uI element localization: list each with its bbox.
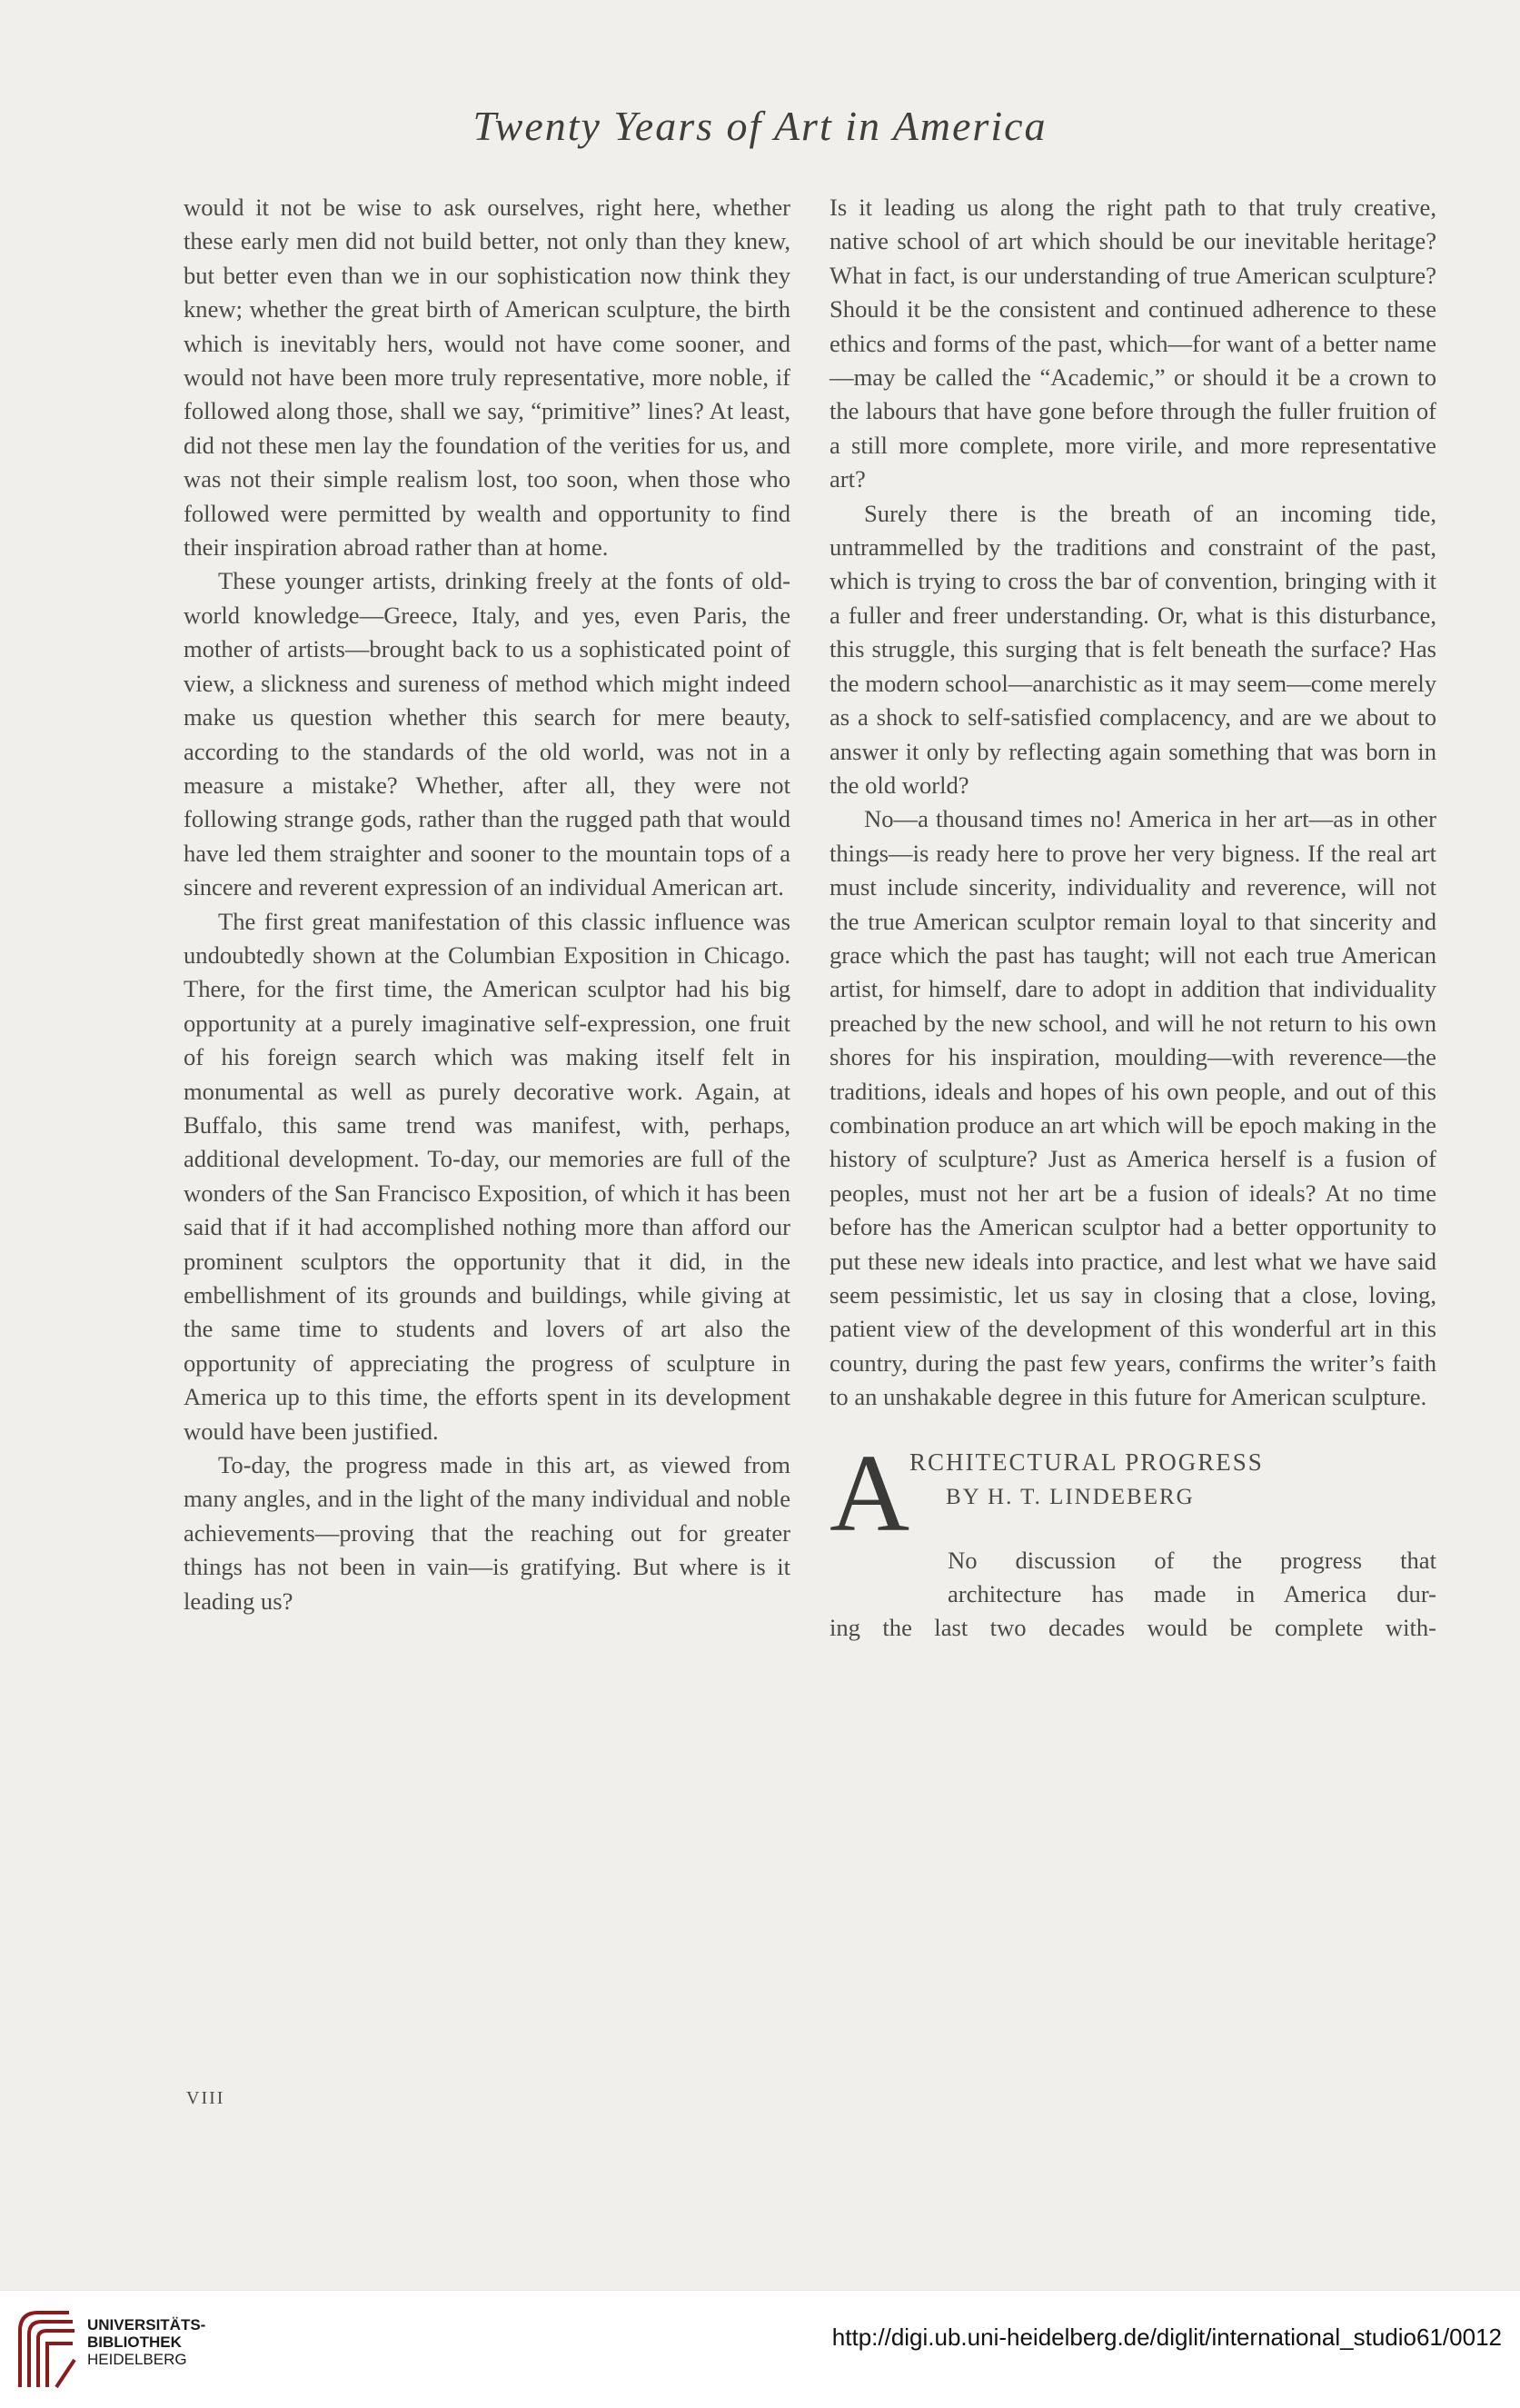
section-opening-text bbox=[830, 1544, 1436, 1646]
footer-bar bbox=[0, 2290, 1520, 2408]
text-line: architecture has made in America dur- bbox=[948, 1580, 1436, 1608]
paragraph: To-day, the progress made in this art, as viewed from many angles, and in the light of the many individual and noble achievements—proving that the reaching out for greater things has not been in vain—is gratifying. But where is it leading us? bbox=[184, 1451, 790, 1615]
paragraph: Surely there is the breath of an incoming tide, untrammelled by the traditions and constraint of the past, which is trying to cross the bar of convention, bringing with it a fuller and freer understanding. Or, what is this disturbance, this struggle, this surging that is felt beneath the surface? Has the modern school—anarchistic as it may seem—come merely as a shock to self-satisfied complacency, and are we about to answer it only by reflecting again something that was born in the old world? bbox=[830, 499, 1436, 799]
text-line: ing the last two decades would be complete with- bbox=[830, 1614, 1436, 1642]
section-title: RCHITECTURAL PROGRESS bbox=[909, 1448, 1264, 1476]
source-url-link[interactable]: http://digi.ub.uni-heidelberg.de/diglit/international_studio61/0012 bbox=[831, 2323, 1502, 2351]
library-name-line: HEIDELBERG bbox=[87, 2351, 187, 2368]
section-heading bbox=[830, 1431, 1436, 1642]
paragraph: No—a thousand times no! America in her art—as in other things—is ready here to prove her very bigness. If the real art must include sincerity, individuality and reverence, will not the true American sculptor remain loyal to that sincerity and grace which the past has taught; will not each true American artist, for himself, dare to adopt in addition that individuality preached by the new school, and will he not return to his own shores for his inspiration, moulding—with reverence—the traditions, ideals and hopes of his own people, and out of this combination produce an art which will be epoch making in the history of sculpture? Just as America herself is a fusion of peoples, must not her art be a fusion of ideals? At no time before has the American sculptor had a better opportunity to put these new ideals into practice, and lest what we have said seem pessimistic, let us say in closing that a close, loving, patient view of the development of this wonderful art in this country, during the past few years, confirms the writer’s faith to an unshakable degree in this future for American sculpture. bbox=[830, 805, 1436, 1411]
library-name-line: BIBLIOTHEK bbox=[87, 2333, 182, 2351]
text-line: No discussion of the progress that bbox=[948, 1546, 1436, 1574]
left-column bbox=[184, 191, 790, 1618]
paragraph: Is it leading us along the right path to that truly creative, native school of art which should be our inevitable heritage? What in fact, is our understanding of true American sculpture? Should it be the consistent and continued adherence to these ethics and forms of the past, which—for want of a better name—may be called the “Academic,” or should it be a crown to the labours that have gone before through the fuller fruition of a still more complete, more virile, and more representative art? bbox=[830, 194, 1436, 493]
page-number: VIII bbox=[186, 2088, 225, 2108]
section-byline: BY H. T. LINDEBERG bbox=[946, 1484, 1195, 1509]
drop-cap: A bbox=[830, 1431, 910, 1555]
library-name bbox=[87, 2316, 205, 2368]
right-column bbox=[830, 191, 1436, 1642]
paragraph: would it not be wise to ask ourselves, right here, whether these early men did not build better, not only than they knew, but better even than we in our sophistication now think they knew; whether the great birth of American sculpture, the birth which is inevitably hers, would not have come sooner, and would not have been more truly representative, more noble, if followed along those, shall we say, “primitive” lines? At least, did not these men lay the foundation of the verities for us, and was not their simple realism lost, too soon, when those who followed were permitted by wealth and opportunity to find their inspiration abroad rather than at home. bbox=[184, 194, 790, 562]
library-logo-icon bbox=[15, 2304, 80, 2394]
paragraph: The first great manifestation of this classic influence was undoubtedly shown at the Columbian Exposition in Chicago. There, for the first time, the American sculptor had his big opportunity at a purely imaginative self-expression, one fruit of his foreign search which was making itself felt in monumental as well as purely decorative work. Again, at Buffalo, this same trend was manifest, with, perhaps, additional development. To-day, our memories are full of the wonders of the San Francisco Exposition, of which it has been said that if it had accomplished nothing more than afford our prominent sculptors the opportunity that it did, in the embellishment of its grounds and buildings, while giving at the same time to students and lovers of art also the opportunity of appreciating the progress of sculpture in America up to this time, the efforts spent in its development would have been justified. bbox=[184, 907, 790, 1445]
paragraph: These younger artists, drinking freely at the fonts of old-world knowledge—Greece, Italy, and yes, even Paris, the mother of artists—brought back to us a sophisticated point of view, a slickness and sureness of method which might indeed make us question whether this search for mere beauty, according to the standards of the old world, was not in a measure a mistake? Whether, after all, they were not following strange gods, rather than the rugged path that would have led them straighter and sooner to the mountain tops of a sincere and reverent expression of an individual American art. bbox=[184, 567, 790, 901]
library-name-line: UNIVERSITÄTS- bbox=[87, 2316, 206, 2333]
running-header: Twenty Years of Art in America bbox=[472, 103, 1048, 149]
